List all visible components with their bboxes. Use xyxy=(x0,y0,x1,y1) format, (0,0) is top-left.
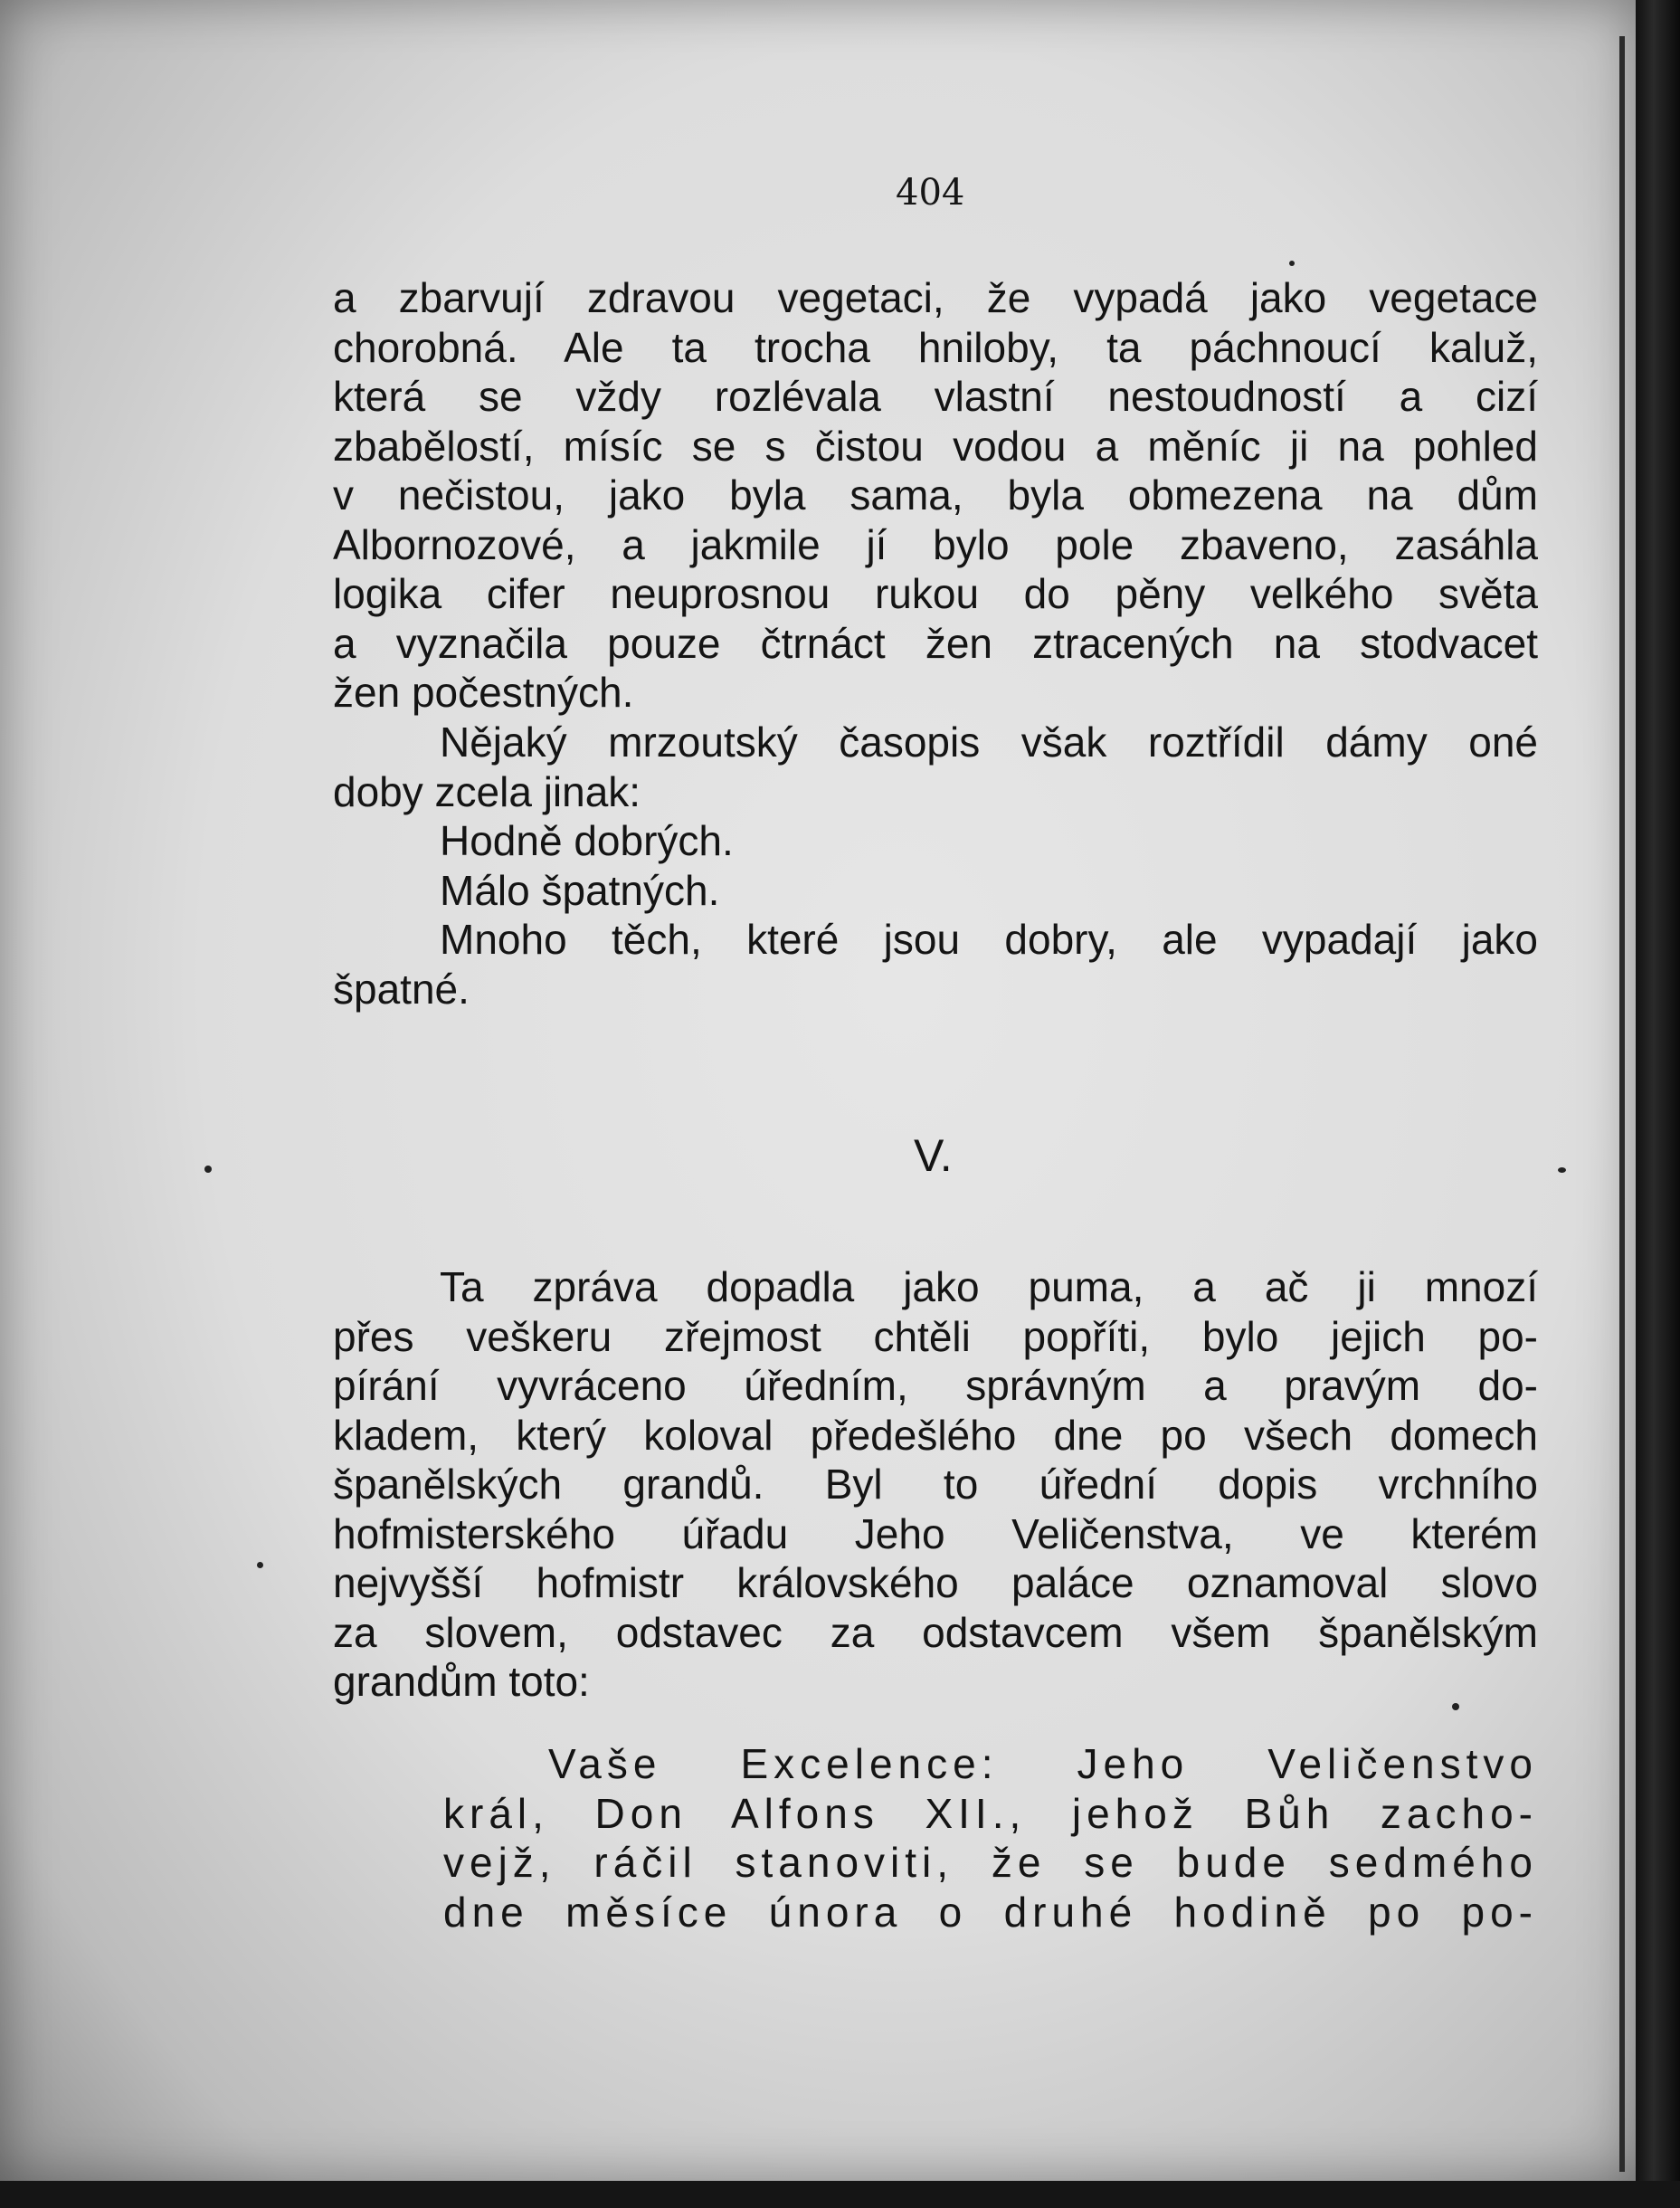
quoted-letter xyxy=(443,1739,1538,1937)
text-line: Ta zpráva dopadla jako puma, a ač ji mnozí xyxy=(440,1263,1538,1310)
text-line: přes veškeru zřejmost chtěli popříti, bylo jejich po- xyxy=(333,1312,1538,1360)
list-item: Hodně dobrých. xyxy=(440,817,734,864)
text-line: pírání vyvráceno úředním, správným a pravým do- xyxy=(333,1362,1538,1409)
scan-border-right xyxy=(1636,0,1680,2208)
text-line: zbabělostí, mísíc se s čistou vodou a měníc ji na pohled xyxy=(333,422,1538,470)
text-line: grandům toto: xyxy=(333,1658,590,1705)
text-line: a vyznačila pouze čtrnáct žen ztracených na stodvacet xyxy=(333,619,1538,667)
scan-speck xyxy=(204,1166,212,1173)
paragraph-2 xyxy=(333,718,1538,1014)
section-heading: V. xyxy=(914,1130,953,1181)
list-item: Málo špatných. xyxy=(440,866,720,914)
text-line: která se vždy rozlévala vlastní nestoudností a cizí xyxy=(333,373,1538,420)
text-line: logika cifer neuprosnou rukou do pěny velkého světa xyxy=(333,570,1538,617)
text-line: žen počestných. xyxy=(333,669,634,716)
quote-line: Vaše Excelence: Jeho Veličenstvo xyxy=(548,1740,1538,1787)
scan-speck xyxy=(257,1562,263,1568)
list-item: Mnoho těch, které jsou dobry, ale vypadají jako xyxy=(440,916,1538,963)
text-line: Nějaký mrzoutský časopis však roztřídil dámy oné xyxy=(440,719,1538,766)
paragraph-1 xyxy=(333,273,1538,718)
page-edge-line xyxy=(1619,36,1625,2172)
text-line: hofmisterského úřadu Jeho Veličenstva, ve kterém xyxy=(333,1509,1538,1557)
text-line: Albornozové, a jakmile jí bylo pole zbaveno, zasáhla xyxy=(333,520,1538,568)
scan-speck xyxy=(1289,261,1295,266)
quote-line: král, Don Alfons XII., jehož Bůh zacho- xyxy=(443,1789,1538,1837)
text-line: za slovem, odstavec za odstavcem všem španělským xyxy=(333,1608,1538,1656)
text-line: v nečistou, jako byla sama, byla obmezena na dům xyxy=(333,471,1538,519)
text-line: a zbarvují zdravou vegetaci, že vypadá jako vegetace xyxy=(333,274,1538,321)
text-line: špatné. xyxy=(333,965,470,1013)
text-line: španělských grandů. Byl to úřední dopis vrchního xyxy=(333,1461,1538,1508)
text-line: kladem, který koloval předešlého dne po všech domech xyxy=(333,1411,1538,1459)
text-line: doby zcela jinak: xyxy=(333,767,641,815)
text-line: chorobná. Ale ta trocha hniloby, ta páchnoucí kaluž, xyxy=(333,323,1538,371)
quote-line: dne měsíce února o druhé hodině po po- xyxy=(443,1888,1538,1936)
scan-border-bottom xyxy=(0,2181,1680,2208)
scan-speck xyxy=(1558,1167,1566,1173)
scan-speck xyxy=(1452,1703,1459,1710)
quote-line: vejž, ráčil stanoviti, že se bude sedmého xyxy=(443,1839,1538,1886)
page-number: 404 xyxy=(896,172,965,214)
text-line: nejvyšší hofmistr královského paláce oznamoval slovo xyxy=(333,1559,1538,1606)
paragraph-3 xyxy=(333,1262,1538,1707)
